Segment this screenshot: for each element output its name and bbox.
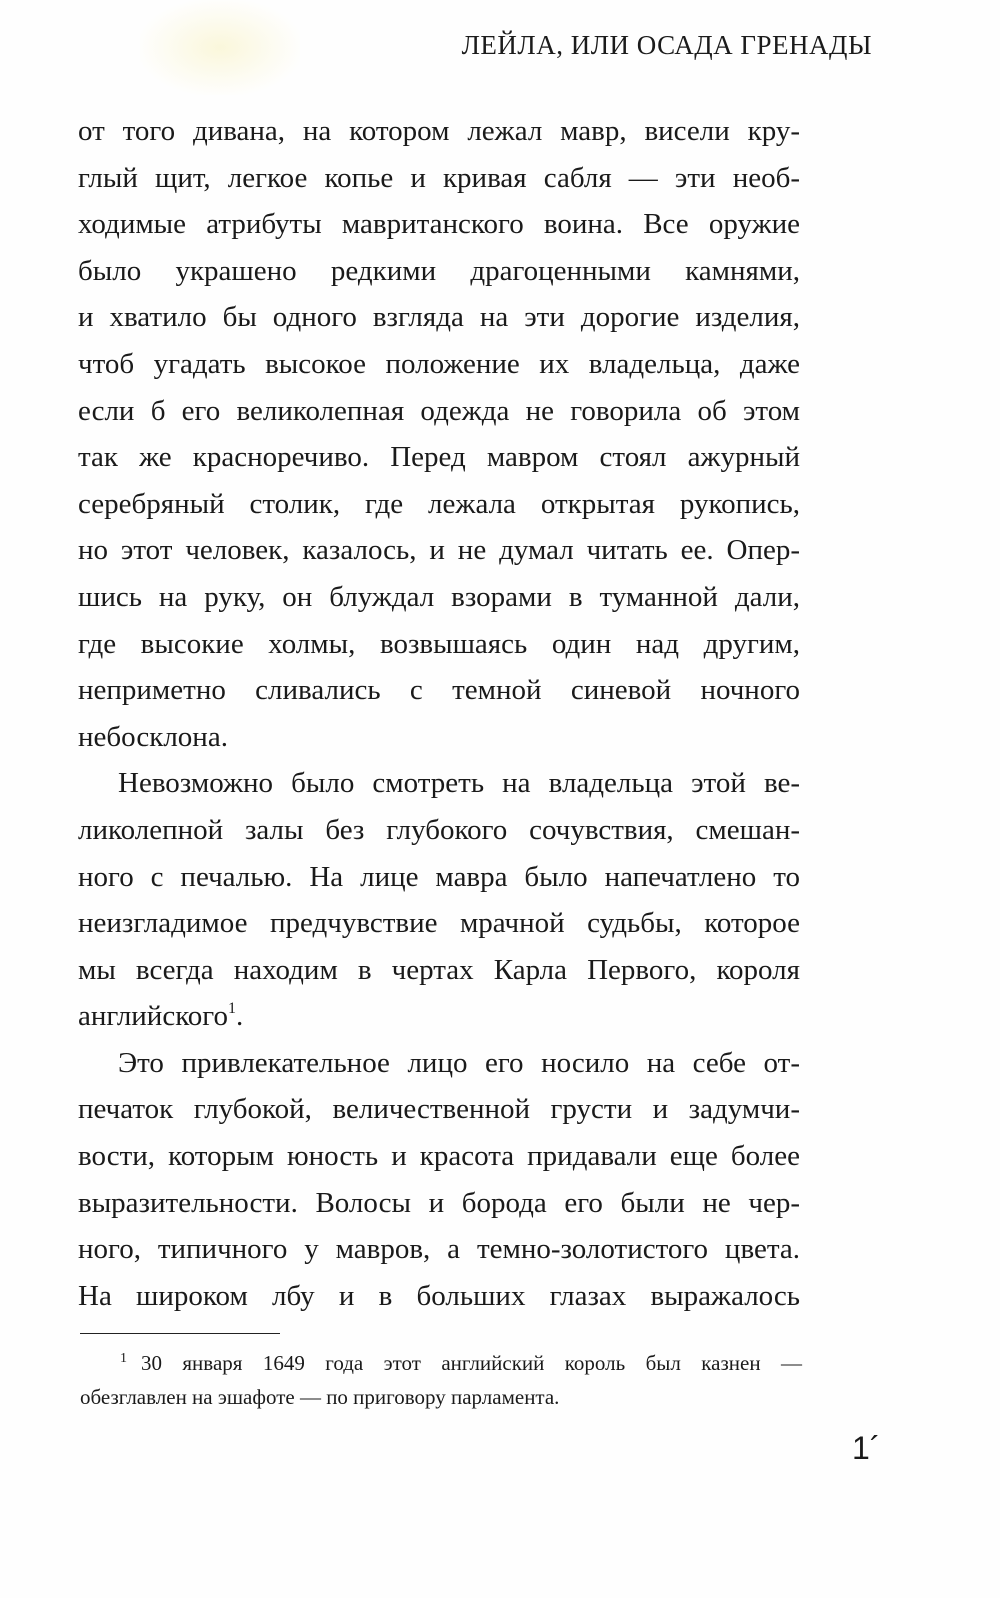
body-text [78,108,800,1319]
text-line: и хватило бы одного взгляда на эти дорогие изделия, [78,301,800,334]
paragraph-3 [78,1040,800,1320]
text-line: На широком лбу и в больших глазах выражалось [78,1279,800,1312]
text-line: неизгладимое предчувствие мрачной судьбы, которое [78,907,800,940]
paragraph-1 [78,108,800,760]
text-line: ного, типичного у мавров, а темно-золотистого цвета. [78,1233,800,1266]
text-line: ликолепной залы без глубокого сочувствия, смешан- [78,813,800,846]
text-line: шись на руку, он блуждал взорами в туманной дали, [78,580,800,613]
text-line: ного с печалью. На лице мавра было напечатлено то [78,860,800,893]
text-fragment: . [235,1000,244,1033]
text-line: Невозможно было смотреть на владельца этой ве- [118,767,800,800]
text-line: ходимые атрибуты мавританского воина. Все оружие [78,208,800,241]
text-line: было украшено редкими драгоценными камнями, [78,254,800,287]
text-line: выразительности. Волосы и борода его были не чер- [78,1186,800,1219]
text-fragment: английского [78,1000,228,1033]
footnote-line: обезглавлен на эшафоте — по приговору парламента. [80,1385,560,1409]
text-line: печаток глубокой, величественной грусти и задумчи- [78,1093,800,1126]
text-line: чтоб угадать высокое положение их владельца, даже [78,347,800,380]
footnote-line [80,1346,802,1380]
text-line: Это привлекательное лицо его носило на себе от- [118,1046,800,1079]
text-line: серебряный столик, где лежала открытая рукопись, [78,487,800,520]
footnote-divider [80,1333,280,1334]
text-line [78,993,800,1040]
paragraph-2 [78,760,800,1040]
running-head: ЛЕЙЛА, ИЛИ ОСАДА ГРЕНАДЫ [461,30,872,60]
text-line: где высокие холмы, возвышаясь один над другим, [78,627,800,660]
text-line: небосклона. [78,720,228,753]
text-line: если б его великолепная одежда не говорила об этом [78,394,800,427]
text-line: мы всегда находим в чертах Карла Первого, короля [78,953,800,986]
footnote [80,1346,802,1414]
text-line: неприметно сливались с темной синевой ночного [78,674,800,707]
page-number: 1´ [852,1430,881,1466]
text-line: от того дивана, на котором лежал мавр, висели кру- [78,115,800,147]
paper-stain [140,0,300,95]
footnote-text: 30 января 1649 года этот английский король был казнен — [141,1351,802,1375]
text-line: но этот человек, казалось, и не думал читать ее. Опер- [78,534,800,567]
text-line: глый щит, легкое копье и кривая сабля — эти необ- [78,161,800,194]
text-line: вости, которым юность и красота придавали еще более [78,1140,800,1173]
text-line: так же красноречиво. Перед мавром стоял ажурный [78,441,800,474]
footnote-marker: 1 [120,1351,127,1366]
footnote-reference[interactable]: 1 [227,1000,236,1018]
